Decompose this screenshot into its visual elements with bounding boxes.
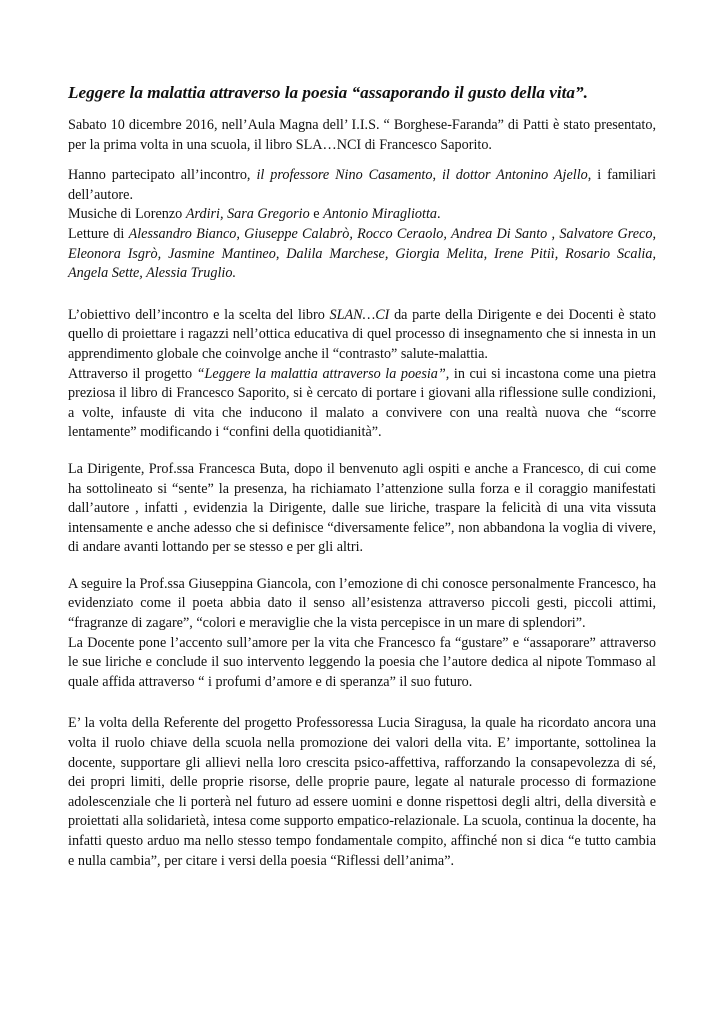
referente-paragraph: E’ la volta della Referente del progetto Professoressa Lucia Siragusa, la quale ha ricordato ancora una volta il ruolo chiave della scuola nella promozione dei valori della vita. E’ importante, sottolinea la docente, supportare gli allievi nella loro crescita psico-affettiva, rafforzando la consapevolezza di sé, dei propri limiti, delle proprie risorse, delle proprie paure, legate al naturale processo di formazione adolescenziale che li porterà nel futuro ad essere uomini e donne rispettosi degli altri, della diversità e proiettati alla solidarietà, intesa come supporto empatico-relazionale. La scuola, continua la docente, ha infatti questo arduo ma nello stesso tempo fondamentale compito, affinché non si dica “e tutto cambia e nulla cambia”, per citare i versi della poesia “Riflessi dell’anima”. [68, 715, 656, 869]
readings-paragraph [68, 225, 656, 284]
participants-text: , i familiari dell’autore. [68, 167, 656, 203]
participants-paragraph [68, 166, 656, 205]
project-text: in cui si incastona come una pietra preziosa il libro di Francesco Saporito, si è cercato di portare i giovani alla riflessione sulle condizioni, a volte, infauste di vita che inducono il malato a convivere con una realtà nuova che “scorre lentamente” modificando i “confini della quotidianità”. [68, 365, 656, 441]
dirigente-paragraph: La Dirigente, Prof.ssa Francesca Buta, dopo il benvenuto agli ospiti e anche a Francesco, di cui come ha sottolineato si “sente” la presenza, ha richiamato l’attenzione sulla forza e il coraggio manifestati dall’autore , infatti , evidenzia la Dirigente, dalle sue liriche, traspare la felicità di una vita vissuta intensamente e anche adesso che si definisce “diversamente felice”, non abbandona la voglia di vivere, di andare avanti lottando per se stesso e per gli altri. [68, 460, 656, 556]
objective-text: da parte della Dirigente e dei Docenti è stato quello di proiettare i ragazzi nell’ottica educativa di quel processo di insegnamento che si innesta in un apprendimento globale che coinvolge anche il “contrasto” salute-malattia. [68, 306, 656, 362]
document-title: Leggere la malattia attraverso la poesia “assaporando il gusto della vita”. [68, 83, 588, 102]
reader-names: Alessandro Bianco, Giuseppe Calabrò, Rocco Ceraolo, Andrea Di Santo , Salvatore Greco, Eleonora Isgrò, Jasmine Mantineo, Dalila Marchese, Giorgia Melita, Irene Pitiì, Rosario Scalia, Angela Sette, Alessia Truglio. [68, 225, 656, 282]
project-title: “Leggere la malattia attraverso la poesia”, [196, 365, 450, 382]
project-paragraph [68, 365, 656, 443]
music-paragraph [68, 205, 656, 225]
participant-name: il professore Nino Casamento [256, 167, 433, 184]
objective-text: L’obiettivo dell’incontro e la scelta del libro [68, 306, 330, 323]
music-text: e [309, 206, 324, 223]
docente-paragraph: La Docente pone l’accento sull’amore per la vita che Francesco fa “gustare” e “assaporare” attraverso le sue liriche e conclude il suo intervento leggendo la poesia che l’autore dedica al nipote Tommaso al quale affida attraverso “ i profumi d’amore e di speranza” il suo futuro. [68, 634, 656, 690]
musician-name: Antonio Miragliotta [323, 206, 438, 223]
separator-text: , [432, 167, 442, 184]
musician-names: Ardiri, Sara Gregorio [185, 206, 310, 223]
intro-paragraph: Sabato 10 dicembre 2016, nell’Aula Magna dell’ I.I.S. “ Borghese-Faranda” di Patti è stato presentato, per la prima volta in una scuola, il libro SLA…NCI di Francesco Saporito. [68, 117, 656, 153]
readings-text: Letture di [68, 225, 129, 242]
music-text: . [437, 206, 441, 223]
objective-paragraph [68, 306, 656, 365]
music-text: Musiche di Lorenzo [68, 206, 186, 223]
book-title: SLAN…CI [329, 306, 390, 323]
document-page [68, 82, 656, 871]
giancola-paragraph: A seguire la Prof.ssa Giuseppina Giancola, con l’emozione di chi conosce personalmente Francesco, ha evidenziato come il poeta abbia dato il senso all’esistenza attraverso piccoli gesti, piccoli attimi, “fragranze di zagare”, “colori e meraviglie che la vista percepisce in un mare di splendori”. [68, 575, 656, 632]
participants-text: Hanno partecipato all’incontro, [68, 167, 257, 184]
participant-name: il dottor Antonino Ajello [441, 167, 588, 184]
project-text: Attraverso il progetto [68, 365, 197, 382]
